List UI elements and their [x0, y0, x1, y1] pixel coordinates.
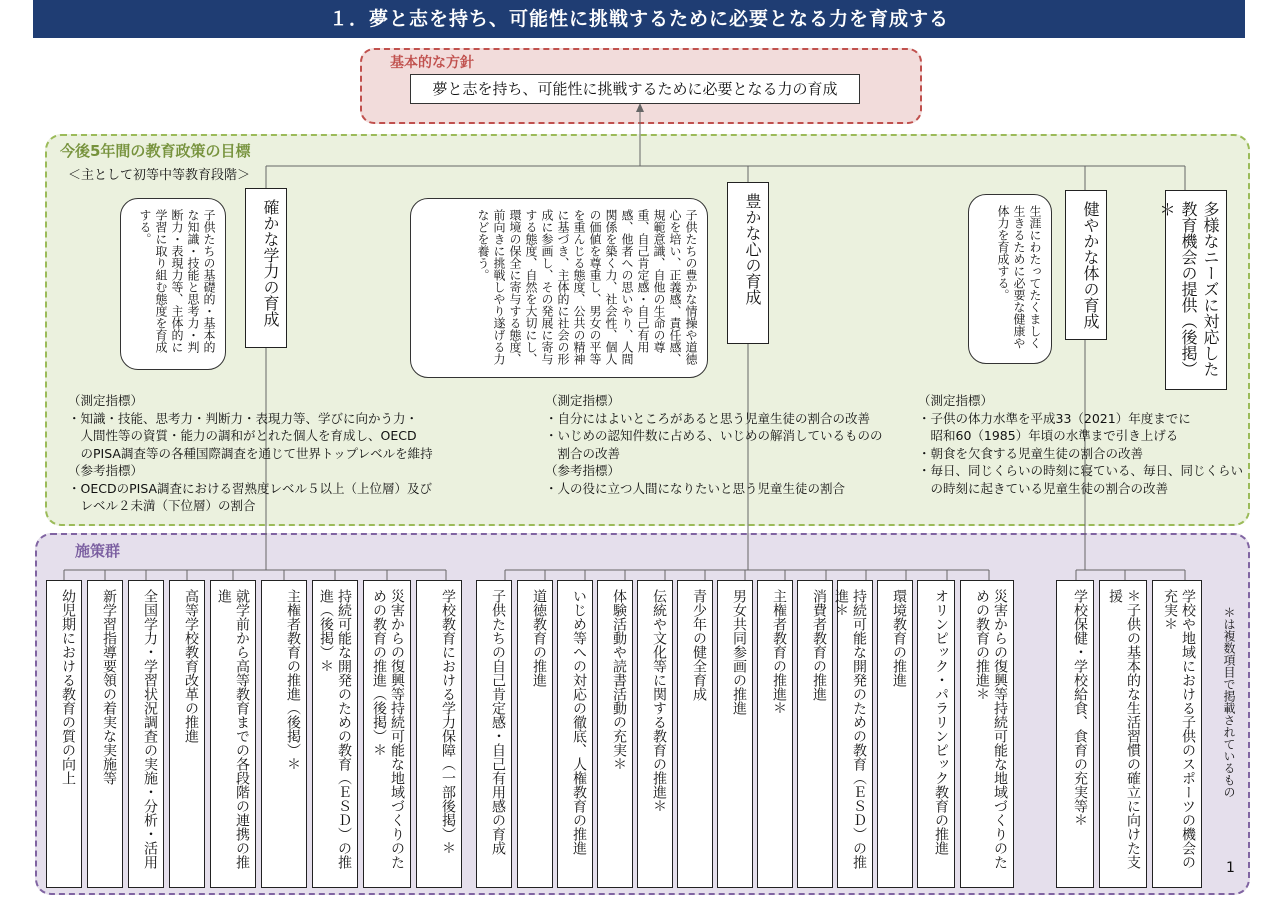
arrow-to-policy — [636, 103, 644, 112]
goal3-indicator-line: （測定指標） — [918, 393, 994, 408]
goal-academic-ability: 確かな学力の育成 — [245, 188, 287, 348]
measure-box: 消費者教育の推進 — [797, 580, 833, 888]
measure-box: 道徳教育の推進 — [517, 580, 553, 888]
measure-box: 災害からの復興等持続可能な地域づくりのための教育の推進（後掲）＊ — [363, 580, 411, 888]
basic-policy-text: 夢と志を持ち、可能性に挑戦するために必要となる力の育成 — [410, 74, 860, 104]
measure-box: 幼児期における教育の質の向上 — [46, 580, 82, 888]
goal-diverse-needs: 多様なニーズに対応した教育機会の提供（後掲）＊ — [1165, 190, 1227, 390]
goal-healthy-body: 健やかな体の育成 — [1065, 190, 1107, 340]
goal1-indicator-line: ・知識・技能、思考力・判断力・表現力等、学びに向かう力・ — [68, 410, 419, 426]
measure-box: ＊子供の基本的な生活習慣の確立に向けた支援 — [1099, 580, 1147, 888]
goal2-indicator-line: ・いじめの認知件数に占める、いじめの解消しているものの — [545, 428, 883, 443]
goal1-indicator-line: レベル２未満（下位層）の割合 — [68, 498, 256, 513]
measure-box: 学校教育における学力保障（一部後掲）＊ — [416, 580, 462, 888]
goal2-indicator-line: ・人の役に立つ人間になりたいと思う児童生徒の割合 — [545, 480, 846, 496]
goal1-description-bubble: 子供たちの基礎的・基本的な知識・技能と思考力・判断力・表現力等、主体的に学習に取り組む態度を育成する。 — [120, 198, 226, 370]
goals-label: 今後5年間の教育政策の目標 — [60, 142, 251, 160]
stage-label: ＜主として初等中等教育段階＞ — [68, 168, 251, 183]
measure-box: オリンピック・パラリンピック教育の推進 — [917, 580, 955, 888]
goal3-indicator-line: の時刻に起きている児童生徒の割合の改善 — [918, 480, 1169, 496]
measure-box: 新学習指導要領の着実な実施等 — [87, 580, 123, 888]
goal1-indicator-line: （参考指標） — [68, 463, 144, 478]
goal2-indicators — [545, 392, 883, 497]
measure-box: 伝統や文化等に関する教育の推進＊ — [637, 580, 673, 888]
goal2-indicator-line: （測定指標） — [545, 393, 621, 408]
measure-box: 持続可能な開発のための教育（ＥＳＤ）の推進＊ — [837, 580, 873, 888]
measure-box: 子供たちの自己肯定感・自己有用感の育成 — [476, 580, 512, 888]
goal2-indicator-line: 割合の改善 — [545, 445, 621, 461]
goal-rich-heart: 豊かな心の育成 — [727, 182, 769, 344]
basic-policy-label: 基本的な方針 — [390, 55, 474, 71]
measure-box: 男女共同参画の推進 — [717, 580, 753, 888]
measure-box: 青少年の健全育成 — [677, 580, 713, 888]
measure-box: 災害からの復興等持続可能な地域づくりのための教育の推進＊ — [960, 580, 1014, 888]
goal3-indicators — [918, 392, 1243, 497]
measure-box: 全国学力・学習状況調査の実施・分析・活用 — [128, 580, 164, 888]
goal2-indicator-line: ・自分にはよいところがあると思う児童生徒の割合の改善 — [545, 410, 871, 426]
measure-box: 持続可能な開発のための教育（ＥＳＤ）の推進（後掲）＊ — [312, 580, 358, 888]
goal2-indicator-line: （参考指標） — [545, 463, 621, 478]
goal1-indicator-line: （測定指標） — [68, 393, 144, 408]
measure-box: 就学前から高等教育までの各段階の連携の推進 — [210, 580, 256, 888]
goal3-description-bubble: 生涯にわたってたくましく生きるために必要な健康や体力を育成する。 — [968, 194, 1052, 364]
goal2-description-bubble: 子供たちの豊かな情操や道徳心を培い、正義感、責任感、規範意識、自他の生命の尊重、自己肯定感・自己有用感、他者への思いやり、人間関係を築く力、社会性、個人の価値を尊重し、男女の平等を重んじる態度、公共の精神に基づき、主体的に社会の形成に参画し、その発展に寄与する態度、自然を大切にし、環境の保全に寄与する態度、前向きに挑戦しやり遂げる力などを養う。 — [410, 198, 708, 378]
measure-box: 体験活動や読書活動の充実＊ — [597, 580, 633, 888]
measure-box: 主権者教育の推進＊ — [757, 580, 793, 888]
goal3-indicator-line: ・朝食を欠食する児童生徒の割合の改善 — [918, 445, 1144, 461]
goal3-indicator-line: 昭和60（1985）年頃の水準まで引き上げる — [918, 428, 1179, 443]
measure-box: 高等学校教育改革の推進 — [169, 580, 205, 888]
measure-box: 学校や地域における子供のスポーツの機会の充実＊ — [1152, 580, 1202, 888]
measure-box: いじめ等への対応の徹底、人権教育の推進 — [557, 580, 593, 888]
goal1-indicator-line: のPISA調査等の各種国際調査を通じて世界トップレベルを維持 — [68, 445, 433, 461]
measure-box: 主権者教育の推進（後掲）＊ — [261, 580, 307, 888]
page-title: １．夢と志を持ち、可能性に挑戦するために必要となる力を育成する — [33, 0, 1245, 38]
goal1-indicators — [68, 392, 433, 515]
measure-box: 環境教育の推進 — [877, 580, 913, 888]
page-number: 1 — [1226, 860, 1235, 876]
goal1-indicator-line: ・OECDのPISA調査における習熟度レベル５以上（上位層）及び — [68, 480, 433, 496]
measures-label: 施策群 — [75, 542, 121, 560]
footnote: ＊は複数項目で掲載されているもの — [1222, 606, 1236, 798]
goal3-indicator-line: ・毎日、同じくらいの時刻に寝ている、毎日、同じくらい — [918, 463, 1244, 478]
goal3-indicator-line: ・子供の体力水準を平成33（2021）年度までに — [918, 410, 1191, 426]
goal1-indicator-line: 人間性等の資質・能力の調和がとれた個人を育成し、OECD — [68, 428, 417, 443]
measure-box: 学校保健・学校給食、食育の充実等＊ — [1056, 580, 1094, 888]
